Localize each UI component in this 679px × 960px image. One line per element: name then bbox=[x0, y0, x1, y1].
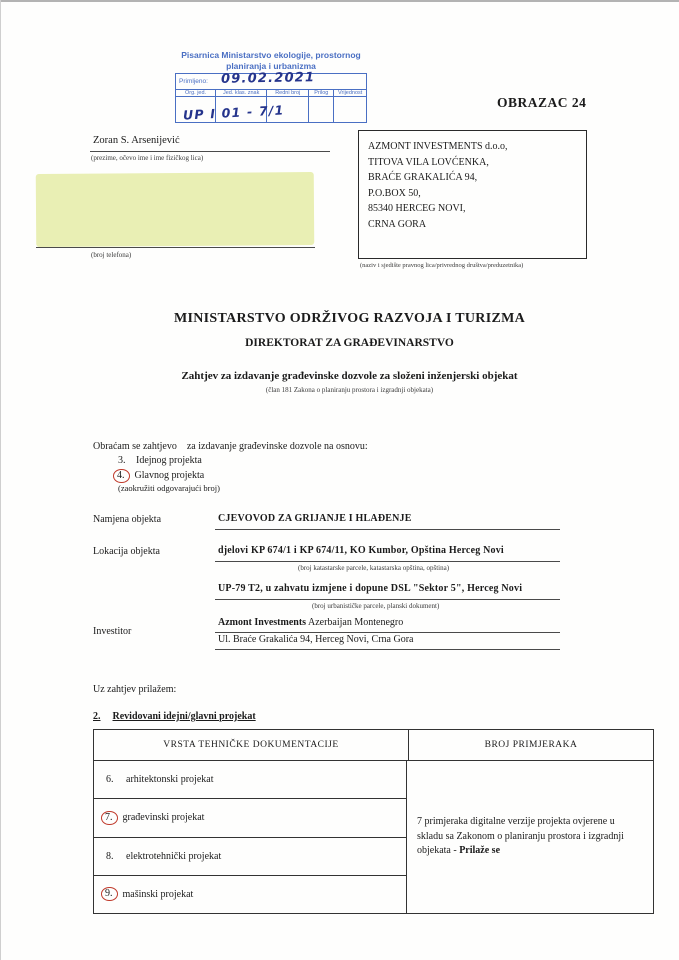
received-date-handwriting: 09.02.2021 bbox=[220, 70, 316, 87]
phone-line bbox=[36, 247, 315, 248]
attachments-intro: Uz zahtjev prilažem: bbox=[93, 684, 177, 695]
stamp-col-vrijednost: Vrijednost bbox=[338, 90, 363, 97]
case-number-handwriting: UP I 01 - 7/1 bbox=[182, 102, 285, 123]
lokacija-line-2 bbox=[215, 599, 560, 600]
recipient-line: P.O.BOX 50, bbox=[368, 187, 421, 199]
table-header-docs: VRSTA TEHNIČKE DOKUMENTACIJE bbox=[94, 730, 409, 760]
row-9-label: mašinski projekat bbox=[122, 888, 194, 900]
section-number: 2. bbox=[93, 711, 101, 722]
row-6-number: 6. bbox=[106, 774, 114, 786]
row-6-label: arhitektonski projekat bbox=[126, 774, 214, 786]
namjena-line bbox=[215, 529, 560, 530]
table-copies-cell bbox=[407, 761, 653, 913]
row-8-number: 8. bbox=[106, 850, 114, 862]
directorate-subtitle: DIREKTORAT ZA GRAĐEVINARSTVO bbox=[245, 337, 454, 349]
row-8-label: elektrotehnički projekat bbox=[126, 850, 222, 862]
table-doc-rows bbox=[94, 761, 407, 913]
table-row-elektrotehnicki bbox=[94, 838, 406, 876]
recipient-line: CRNA GORA bbox=[368, 218, 427, 230]
applicant-name: Zoran S. Arsenijević bbox=[93, 135, 180, 146]
recipient-line: BRAĆE GRAKALIĆA 94, bbox=[368, 172, 478, 183]
recipient-line: AZMONT INVESTMENTS d.o.o, bbox=[368, 141, 508, 152]
form-code: OBRAZAC 24 bbox=[497, 95, 587, 110]
copies-text: 7 primjeraka digitalne verzije projekta ovjerene u skladu sa Zakonom o planiranju prostora i izgradnji objekata - bbox=[417, 816, 624, 857]
applicant-name-caption: (prezime, očevo ime i ime fizičkog lica) bbox=[91, 154, 204, 162]
lokacija-caption-1: (broj katastarske parcele, katastarska opština, opština) bbox=[298, 564, 450, 572]
row-7-number-circled: 7. bbox=[101, 811, 118, 825]
option-3-label: Idejnog projekta bbox=[136, 455, 202, 466]
table-row-masinski bbox=[94, 876, 406, 913]
recipient-line: TITOVA VILA LOVĆENKA, bbox=[368, 156, 489, 168]
phone-caption: (broj telefona) bbox=[91, 251, 132, 259]
applicant-name-line bbox=[90, 151, 330, 152]
stamp-col-org: Org. jed. bbox=[176, 90, 216, 96]
recipient-line: 85340 HERCEG NOVI, bbox=[368, 203, 466, 214]
recipient-address-box bbox=[358, 130, 587, 259]
circle-instruction-note: (zaokružiti odgovarajući broj) bbox=[118, 483, 220, 493]
table-row-arhitektonski bbox=[94, 761, 406, 799]
table-header-copies: BROJ PRIMJERAKA bbox=[484, 740, 578, 750]
field-label-investitor: Investitor bbox=[93, 626, 132, 637]
stamp-col-prilog: Prilog bbox=[309, 90, 334, 96]
stamp-header-line1: Pisarnica Ministarstvo ekologije, prostornog bbox=[181, 50, 361, 60]
stamp-header-line2: planiranja i urbanizma bbox=[226, 60, 316, 71]
stamp-cell-empty bbox=[309, 97, 334, 122]
field-value-lokacija-1: djelovi KP 674/1 i KP 674/11, KO Kumbor, Opština Herceg Novi bbox=[218, 545, 504, 556]
option-glavni bbox=[118, 469, 204, 483]
request-intro: Obraćam se zahtjevo za izdavanje građevinske dozvole na osnovu: bbox=[93, 441, 368, 452]
field-value-investitor-1 bbox=[218, 617, 403, 628]
table-row-gradjevinski bbox=[94, 799, 406, 837]
lokacija-line-1 bbox=[215, 561, 560, 562]
section-title: Revidovani idejni/glavni projekat bbox=[112, 711, 256, 722]
ministry-title: MINISTARSTVO ODRŽIVOG RAZVOJA I TURIZMA bbox=[173, 311, 526, 326]
investitor-line-1 bbox=[215, 632, 560, 633]
stamp-cell-empty bbox=[334, 97, 366, 122]
request-title: Zahtjev za izdavanje građevinske dozvole za složeni inženjerski objekat bbox=[181, 370, 518, 382]
option-4-number-circled: 4. bbox=[113, 469, 130, 483]
attachments-table bbox=[93, 729, 654, 914]
scan-edge-top bbox=[0, 0, 679, 2]
copies-emphasis: Prilaže se bbox=[459, 845, 501, 857]
table-header-row bbox=[94, 730, 653, 761]
lokacija-caption-2: (broj urbanističke parcele, planski dokument) bbox=[312, 602, 440, 610]
phone-redaction-highlight bbox=[36, 172, 315, 247]
scan-edge-left bbox=[0, 0, 1, 960]
stamp-header bbox=[175, 50, 367, 71]
row-9-number-circled: 9. bbox=[101, 887, 118, 901]
row-7-label: građevinski projekat bbox=[122, 812, 205, 824]
stamp-col-klas: Jed. klas. znak bbox=[216, 90, 267, 96]
option-3-number: 3. bbox=[118, 455, 126, 466]
option-idejni bbox=[118, 455, 202, 466]
option-4-label: Glavnog projekta bbox=[134, 470, 205, 481]
field-label-lokacija: Lokacija objekta bbox=[93, 546, 160, 557]
stamp-received-label: Primljeno: bbox=[179, 78, 208, 86]
field-value-namjena: CJEVOVOD ZA GRIJANJE I HLAĐENJE bbox=[218, 513, 412, 524]
field-value-lokacija-2: UP-79 T2, u zahvatu izmjene i dopune DSL "Sektor 5", Herceg Novi bbox=[218, 583, 523, 594]
intake-stamp bbox=[175, 50, 367, 123]
field-label-namjena: Namjena objekta bbox=[93, 514, 162, 525]
investitor-line-2 bbox=[215, 649, 560, 650]
request-title-caption: (član 181 Zakona o planiranju prostora i izgradnji objekata) bbox=[265, 386, 434, 394]
stamp-col-redni: Redni broj bbox=[267, 90, 309, 96]
recipient-caption: (naziv i sjedište pravnog lica/privrednog društva/preduzetnika) bbox=[360, 262, 524, 269]
field-value-investitor-2: Ul. Braće Grakalića 94, Herceg Novi, Crna Gora bbox=[218, 634, 414, 645]
attachments-section-heading bbox=[93, 711, 256, 722]
investitor-name: Azmont Investments bbox=[218, 617, 307, 628]
investitor-name-rest: Azerbaijan Montenegro bbox=[306, 617, 404, 628]
